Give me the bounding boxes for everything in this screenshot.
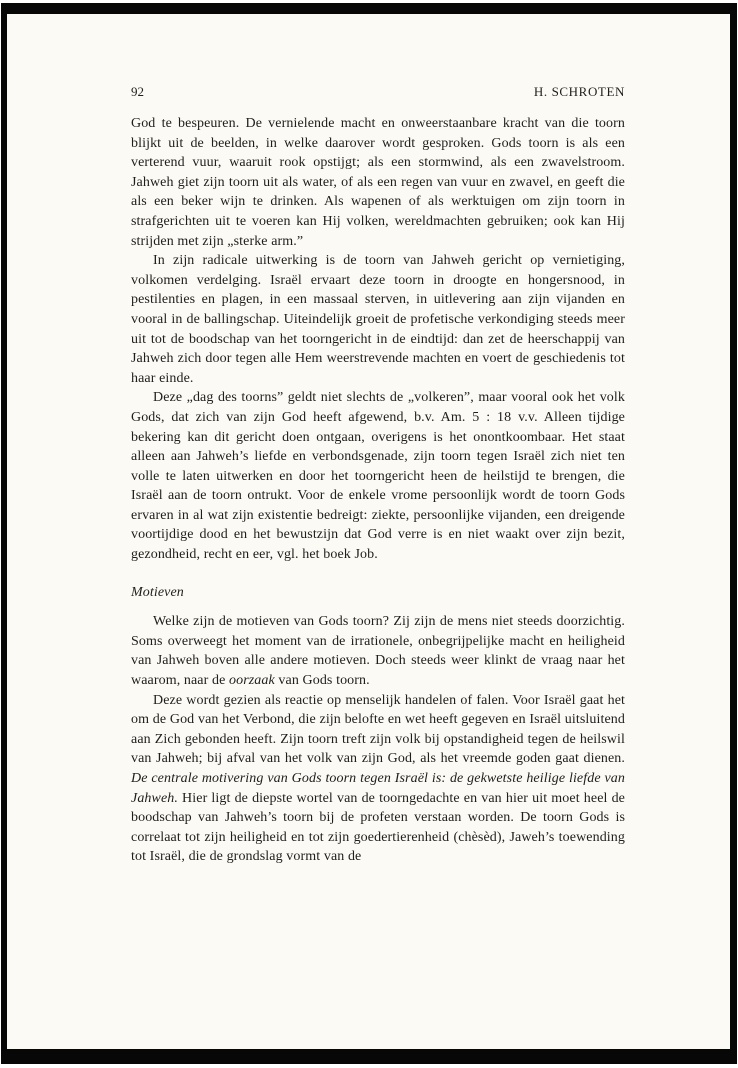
page-number: 92 [131,84,144,99]
text-run: Deze wordt gezien als reactie op menselijk handelen of falen. Voor Israël gaat het om de God van het Verbond, die zijn belofte en wet heeft gegeven en Israël uitsluitend aan Zich gebonden heeft. Zijn toorn treft zijn volk bij opstandigheid tegen de heilswil van Jahweh; bij afval van het volk van zijn God, als het vreemde goden gaat dienen. [131,692,625,767]
scan-frame [1,3,737,1064]
paragraph [131,114,625,251]
text-body [131,114,625,867]
text-run: Welke zijn de motieven van Gods toorn? Zij zijn de mens niet steeds doorzichtig. Soms overweegt het moment van de irrationele, onbegrijpelijke macht en heiligheid van Jahweh boven alle andere motieven. Doch steeds weer klinkt de vraag naar het waarom, naar de [131,614,625,689]
paragraph [131,251,625,388]
italic-run: Motieven [131,584,184,600]
book-page [7,14,730,1049]
text-run: Deze „dag des toorns” geldt niet slechts de „volkeren”, maar vooral ook het volk Gods, dat zich van zijn God heeft afgewend, b.v. Am. 5 : 18 v.v. Alleen tijdige bekering kan dit gericht doen ontgaan, overigens is het onontkoombaar. Het staat alleen aan Jahweh’s liefde en verbondsgenade, zijn toorn tegen Israël zich niet ten volle te laten uitwerken en door het toorngericht heen de heilstijd te brengen, die Israël aan de toorn ontrukt. Voor de enkele vrome persoonlijk wordt de toorn Gods ervaren in al wat zijn existentie bedreigt: ziekte, persoonlijke vijanden, een dreigende voortijdige dood en het bewustzijn dat God verre is en niet waakt over zijn bezit, gezondheid, recht en eer, vgl. het boek Job. [131,390,625,563]
italic-run: oorzaak [229,673,275,689]
paragraph [131,388,625,564]
page-header [131,84,625,100]
running-head: H. SCHROTEN [533,84,625,99]
italic-run: De centrale motivering van Gods toorn tegen Israël is: de gekwetste heilige liefde van Jahweh. [131,771,625,806]
text-run: God te bespeuren. De vernielende macht en onweerstaanbare kracht van die toorn blijkt uit de beelden, in welke daarover wordt gesproken. Gods toorn is als een verterend vuur, waaruit rook opstijgt; als een stormwind, als een zwavelstroom. Jahweh giet zijn toorn uit als water, of als een regen van vuur en zwavel, en geeft die als een beker wijn te drinken. Als wapenen of als werktuigen om zijn toorn in strafgerichten uit te voeren kan Hij volken, wereldmachten gebruiken; ook kan Hij strijden met zijn „sterke arm.” [131,116,625,249]
text-run: van Gods toorn. [274,673,370,689]
text-run: Hier ligt de diepste wortel van de toorngedachte en van hier uit moet heel de boodschap van Jahweh’s toorn bij de profeten verstaan worden. De toorn Gods is correlaat tot zijn heiligheid en tot zijn goedertierenheid (chèsèd), Jaweh’s toewending tot Israël, die de grondslag vormt van de [131,790,625,865]
section-heading [131,583,625,603]
paragraph [131,691,625,867]
text-run: In zijn radicale uitwerking is de toorn van Jahweh gericht op vernietiging, volkomen verdelging. Israël ervaart deze toorn in droogte en hongersnood, in pestilenties en plagen, in een massaal sterven, in uitlevering aan zijn vijanden en vooral in de ballingschap. Uiteindelijk groeit de profetische verkondiging steeds meer uit tot de boodschap van het toorngericht in de eindtijd: dan zet de heerschappij van Jahweh zich door tegen alle Hem weerstrevende machten en voert de geschiedenis tot haar einde. [131,253,625,386]
paragraph [131,612,625,690]
